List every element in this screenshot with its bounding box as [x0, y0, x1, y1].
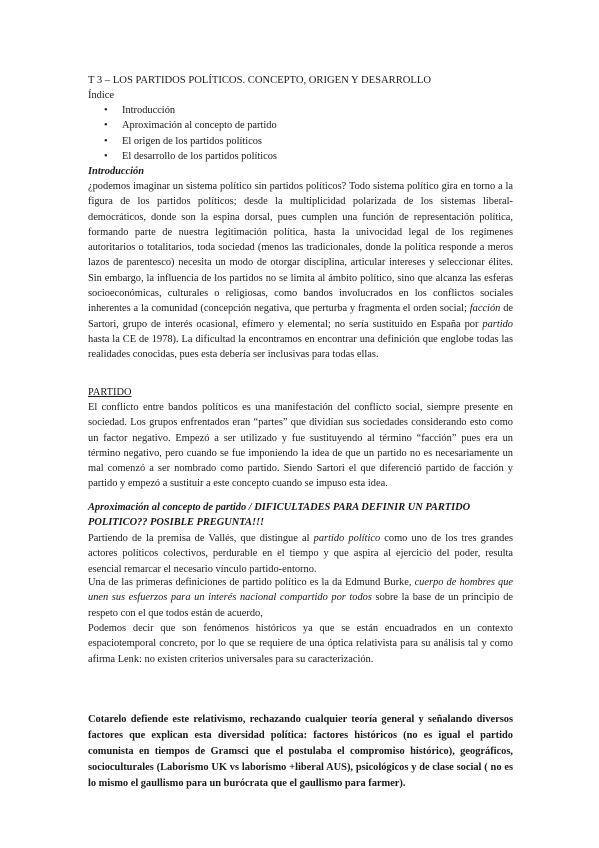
intro-term-partido: partido: [482, 318, 513, 330]
document-title: T 3 – LOS PARTIDOS POLÍTICOS. CONCEPTO, ORIGEN Y DESARROLLO: [88, 75, 432, 86]
aprox-text-2: como uno de los tres grandes actores políticos colectivos, perdurable en el tiempo y que aspira al ejercicio del poder, resulta esencial remarcar el necesario vínculo partido-entorno.: [88, 533, 513, 575]
bullet-icon: •: [104, 120, 108, 132]
bullet-icon: •: [104, 105, 108, 116]
index-item-label: Aproximación al concepto de partido: [122, 120, 277, 132]
bullet-icon: •: [104, 150, 108, 162]
burke-paragraph: [88, 575, 513, 621]
index-item-label: El desarrollo de los partidos políticos: [122, 150, 277, 162]
index-item: [104, 134, 277, 149]
intro-paragraph: [88, 179, 513, 363]
intro-text-2: de Sartori, grupo de interés ocasional, efímero y elemental; no sería sustituido en España por: [88, 303, 513, 330]
aprox-term-partido-politico: partido político: [313, 533, 381, 544]
burke-text-1: Una de las primeras definiciones de partido político es la da Edmund Burke,: [88, 577, 415, 588]
intro-text-3: hasta la CE de 1978). La dificultad la encontramos en encontrar una definición que englobe todas las realidades conocidas, pues esta debería ser inclusivas para todas ellas.: [88, 333, 513, 361]
bullet-icon: •: [104, 135, 108, 147]
partido-paragraph: El conflicto entre bandos políticos es una manifestación del conflicto social, siempre presente en sociedad. Los grupos enfrentados eran “partes” que dividían sus sociedades considerando esto como un factor negativo. Empezó a ser utilizado y fue sustituyendo al término “facción” pues era un término negativo, pero cuando se fue imponiendo la idea de que un partido no es necesariamente un mal comenzó a ser nombrado como partido. Siendo Sartori el que diferenció partido de facción y partido y empezó a sustituir a este concepto cuando se impuso esta idea.: [88, 402, 513, 490]
section-heading-aproximacion: Aproximación al concepto de partido / DIFICULTADES PARA DEFINIR UN PARTIDO POLITICO?? POSIBLE PREGUNTA!!!: [88, 502, 471, 529]
index-item: [104, 103, 277, 118]
index-item: [104, 118, 277, 133]
index-item-label: El origen de los partidos políticos: [122, 135, 262, 147]
burke-text-2: sobre la base de un principio de respeto con el que todos están de acuerdo,: [88, 592, 514, 619]
index-label: Índice: [88, 90, 114, 101]
section-heading-introduccion: Introducción: [88, 166, 145, 177]
intro-text-1: ¿podemos imaginar un sistema político sin partidos políticos? Todo sistema político gira en torno a la figura de los partidos políticos; desde la multiplicidad polarizada de los sistemas liberal-democráticos, donde son la espina dorsal, pues cumplen una función de representación política, formando parte de nuestra legitimación política, hasta la univocidad legal de los regímenes autoritarios o totalitarios, toda sociedad (menos las tradicionales, donde la política responde a meros lazos de parentesco) necesita un modo de otorgar disciplina, articular intereses y seleccionar élites. Sin embargo, la influencia de los partidos no se limita al ámbito político, sino que alcanza las esferas socioeconómicas, culturales o religiosas, como bandos involucrados en los conflictos sociales inherentes a la comunidad (concepción negativa, que perturba y fragmenta el orden social;: [88, 181, 513, 315]
index-list: [104, 103, 277, 164]
section-heading-partido: PARTIDO: [88, 387, 132, 398]
index-item-label: Introducción: [122, 105, 176, 116]
index-item: [104, 149, 277, 164]
burke-quote: cuerpo de hombres que unen sus esfuerzos para un interés nacional compartido por todos: [88, 577, 514, 604]
cotarelo-paragraph: Cotarelo defiende este relativismo, rechazando cualquier teoría general y señalando diversos factores que explican esta diversidad política: factores históricos (no es igual el partido comunista en tiempos de Gramsci que el postulaba el compromiso histórico), geográficos, socioculturales (Laborismo UK vs laborismo +liberal AUS), psicológicos y de clase social ( no es lo mismo el gaullismo para un burócrata que el gaullismo para farmer).: [88, 714, 513, 789]
intro-term-faccion: facción: [469, 303, 501, 315]
aprox-text-1: Partiendo de la premisa de Vallés, que distingue al: [88, 533, 314, 544]
aproximacion-paragraph: [88, 531, 513, 577]
podemos-paragraph: Podemos decir que son fenómenos históricos ya que se están encuadrados en un contexto espaciotemporal concreto, por lo que se requiere de una óptica relativista para su análisis tal y como afirma Lenk: no existen criterios universales para su caracterización.: [88, 623, 513, 665]
